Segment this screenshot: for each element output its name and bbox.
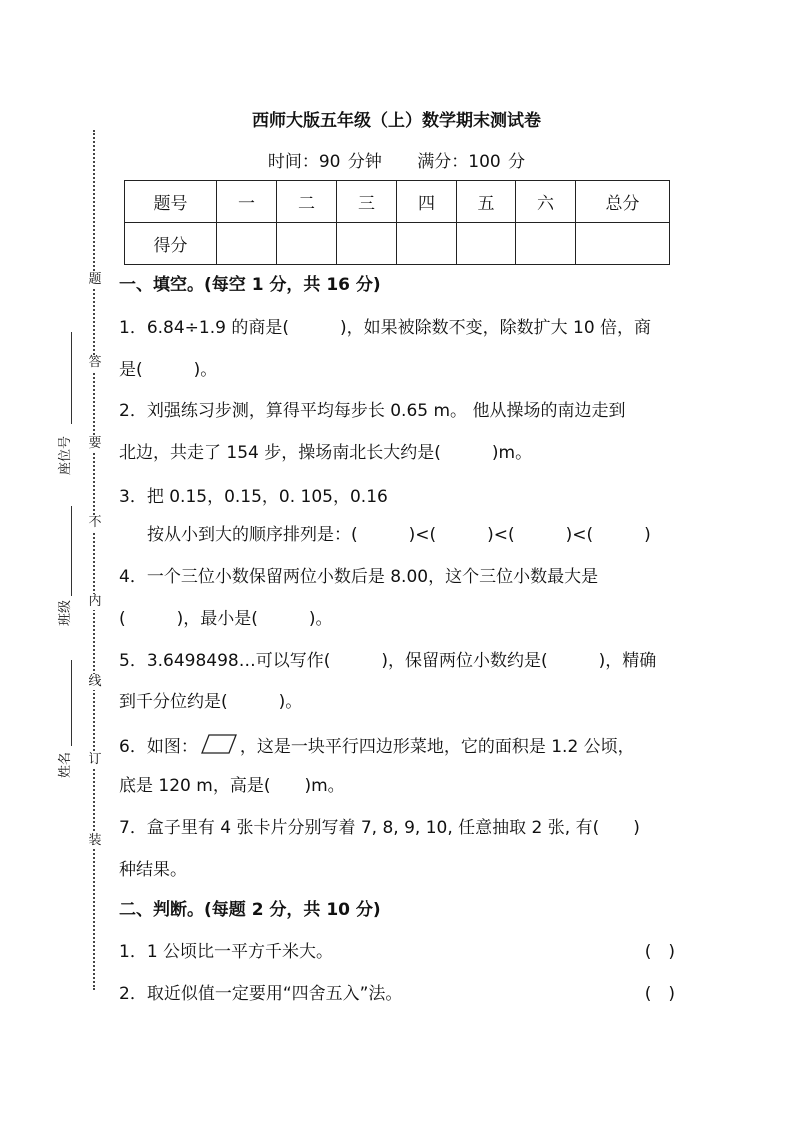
question-2-line1: 2．刘强练习步测，算得平均每步长 0.65 m。 他从操场的南边走到: [119, 401, 626, 421]
judgment-1-answer[interactable]: ( ): [644, 942, 675, 962]
binding-char: 线: [88, 674, 102, 689]
score-table-header-cell: 六: [516, 181, 576, 223]
name-label: 姓名: [58, 751, 73, 778]
binding-char: 题: [88, 272, 102, 287]
score-table-header-cell: 三: [337, 181, 397, 223]
score-cell[interactable]: [277, 223, 337, 265]
score-table-header-cell: 题号: [125, 181, 217, 223]
question-5-line2: 到千分位约是( )。: [119, 692, 303, 712]
binding-char: 订: [88, 752, 102, 767]
score-table-header-cell: 一: [217, 181, 277, 223]
seat-number-field: [71, 332, 72, 424]
question-1-line1: 1．6.84÷1.9 的商是( )，如果被除数不变，除数扩大 10 倍，商: [119, 318, 652, 338]
exam-full-score: 满分：100 分: [417, 152, 526, 172]
section1-heading: 一、填空。(每空 1 分，共 16 分): [119, 275, 381, 295]
parallelogram-icon: [200, 733, 238, 762]
name-field: [71, 660, 72, 746]
question-6-line2: 底是 120 m，高是( )m。: [119, 776, 345, 796]
question-3-line1: 3．把 0.15，0.15，0. 105，0.16: [119, 487, 388, 507]
score-cell[interactable]: [576, 223, 670, 265]
section2-heading: 二、判断。(每题 2 分，共 10 分): [119, 900, 381, 920]
judgment-1-text: 1．1 公顷比一平方千米大。: [119, 942, 334, 962]
question-6-line1: [119, 733, 675, 762]
score-cell[interactable]: [217, 223, 277, 265]
score-table-header-cell: 总分: [576, 181, 670, 223]
question-1-line2: 是( )。: [119, 360, 218, 380]
question-4-line1: 4．一个三位小数保留两位小数后是 8.00，这个三位小数最大是: [119, 567, 599, 587]
class-field: [71, 506, 72, 596]
score-table: [124, 180, 670, 265]
score-cell[interactable]: [516, 223, 576, 265]
binding-char: 装: [88, 833, 102, 848]
question-5-line1: 5．3.6498498…可以写作( )，保留两位小数约是( )，精确: [119, 651, 657, 671]
score-cell[interactable]: [397, 223, 457, 265]
score-cell[interactable]: [337, 223, 397, 265]
class-label: 班级: [58, 599, 73, 626]
exam-title: 西师大版五年级（上）数学期末测试卷: [252, 111, 541, 131]
judgment-1: [119, 940, 675, 964]
question-3-line2: 按从小到大的顺序排列是：( )<( )<( )<( ): [147, 525, 651, 545]
score-table-header-cell: 五: [457, 181, 516, 223]
question-6-prefix: 6．如图：: [119, 737, 198, 757]
judgment-2-answer[interactable]: ( ): [644, 984, 675, 1004]
binding-char: 内: [88, 594, 102, 609]
judgment-2-text: 2．取近似值一定要用“四舍五入”法。: [119, 984, 403, 1004]
score-table-header-cell: 二: [277, 181, 337, 223]
binding-char: 要: [88, 436, 102, 451]
score-row-label: 得分: [125, 223, 217, 265]
question-2-line2: 北边，共走了 154 步，操场南北长大约是( )m。: [119, 443, 533, 463]
exam-time: 时间：90 分钟: [267, 152, 382, 172]
score-table-score-row: [125, 223, 670, 265]
exam-subtitle: [0, 147, 793, 172]
question-4-line2: ( )，最小是( )。: [119, 609, 333, 629]
question-6-suffix: ，这是一块平行四边形菜地，它的面积是 1.2 公顷，: [239, 737, 635, 757]
question-7-line1: 7．盒子里有 4 张卡片分别写着 7, 8, 9, 10, 任意抽取 2 张, 有( ): [119, 818, 640, 838]
binding-char: 不: [88, 515, 102, 530]
seat-number-label: 座位号: [58, 435, 73, 475]
binding-char: 答: [88, 355, 102, 370]
question-7-line2: 种结果。: [119, 860, 187, 880]
score-table-header-row: [125, 181, 670, 223]
judgment-2: [119, 982, 675, 1006]
binding-dotted-line: [93, 130, 95, 990]
score-table-header-cell: 四: [397, 181, 457, 223]
score-cell[interactable]: [457, 223, 516, 265]
